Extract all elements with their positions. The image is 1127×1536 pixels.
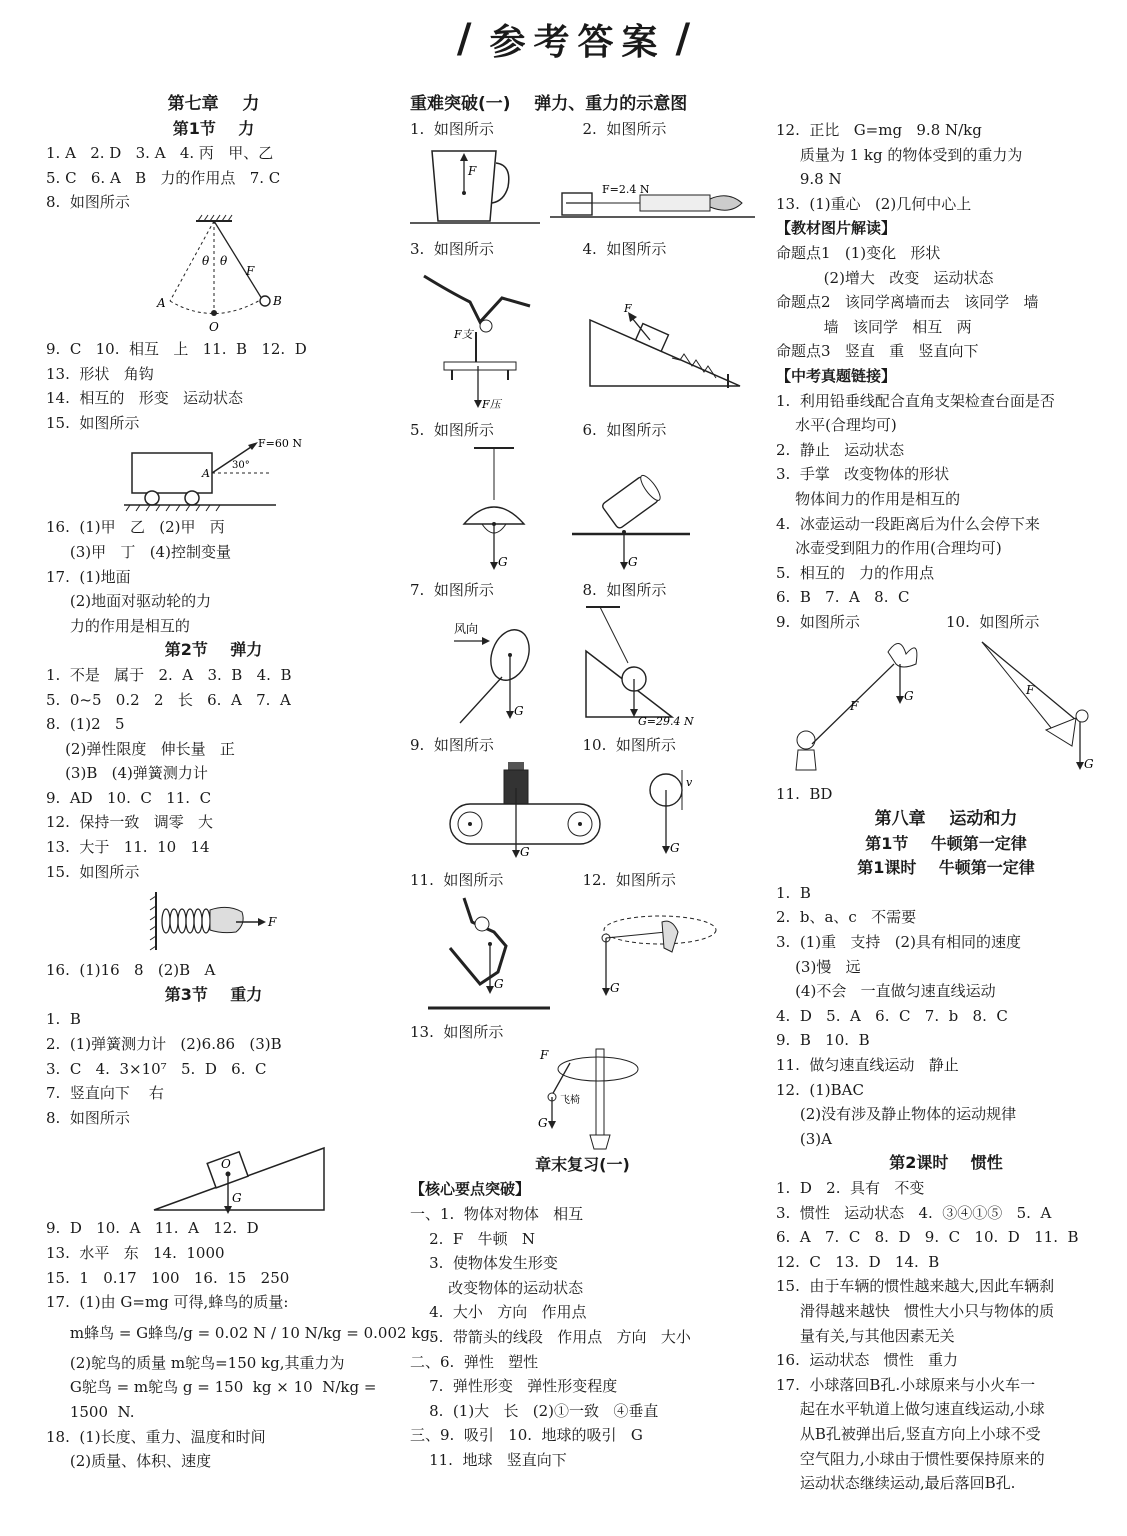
answer-line: 7. 如图所示 (410, 581, 494, 600)
force-label: F (468, 164, 477, 179)
lesson-title: 第1课时 牛顿第一定律 (857, 858, 1035, 878)
answer-line: 4. 冰壶运动一段距离后为什么会停下来 (776, 514, 1040, 533)
force-label: F (246, 263, 255, 278)
answer-line: (3)B (4)弹簧测力计 (46, 764, 208, 783)
figure-row (410, 733, 755, 758)
chapter-title: 第八章 运动和力 (874, 809, 1018, 830)
answer-line: G鸵鸟 = m鸵鸟 g = 150 kg × 10 N/kg = (46, 1378, 377, 1397)
answer-line: 命题点2 该同学离墙而去 该同学 墙 (776, 293, 1039, 312)
answer-line: 13. 大于 11. 10 14 (46, 838, 210, 857)
answer-line: 4. 大小 方向 作用点 (410, 1303, 587, 1322)
answer-line: 9. AD 10. C 11. C (46, 788, 212, 807)
answer-line: 墙 该同学 相互 两 (776, 317, 972, 336)
theta-label: θ (220, 253, 228, 268)
answer-line: 15. 如图所示 (46, 862, 140, 881)
column-1 (46, 92, 435, 1474)
flying-chair-label: 飞椅 (560, 1094, 580, 1106)
force-label: F压 (482, 397, 501, 411)
answer-line: 15. 由于车辆的惯性越来越大,因此车辆刹 (776, 1277, 1055, 1296)
pendulum-figure (46, 215, 381, 337)
answer-line: 1. D 2. 具有 不变 (776, 1178, 925, 1197)
gravity-label: G (520, 844, 530, 859)
section-title: 第2节 弹力 (164, 640, 263, 660)
answer-line: 8. 如图所示 (582, 581, 667, 600)
flying-chair-figure (410, 1045, 755, 1153)
lamp-and-can-figure (410, 442, 755, 578)
answer-line: 三、9. 吸引 10. 地球的吸引 G (410, 1426, 643, 1445)
answer-line: 一、1. 物体对物体 相互 (410, 1204, 584, 1223)
incline-block-figure (46, 1130, 381, 1216)
velocity-label: v (686, 775, 693, 789)
answer-line: 16. 运动状态 惯性 重力 (776, 1351, 959, 1370)
force-label: F (540, 1047, 549, 1062)
answer-line: 11. BD (776, 785, 833, 804)
section-title: 章末复习(一) (535, 1154, 630, 1174)
answer-line: 10. 如图所示 (946, 612, 1040, 631)
answer-line: 6. A 7. C 8. D 9. C 10. D 11. B (776, 1228, 1079, 1247)
answer-line: 运动状态继续运动,最后落回B孔. (776, 1474, 1016, 1493)
force-label: F (624, 301, 632, 315)
answer-line: 滑得越来越快 惯性大小只与物体的质 (776, 1301, 1055, 1320)
answer-line: 5. 0~5 0.2 2 长 6. A 7. A (46, 690, 291, 709)
point-label: O (221, 1157, 231, 1172)
answer-line: 量有关,与其他因素无关 (776, 1326, 955, 1345)
answer-line: 2. (1)弹簧测力计 (2)6.86 (3)B (46, 1035, 282, 1054)
figure-row (410, 418, 755, 443)
answer-line: 17. (1)由 G=mg 可得,蜂鸟的质量: (46, 1293, 289, 1312)
theta-label: θ (202, 253, 210, 268)
answer-line: (2)增大 改变 运动状态 (776, 268, 994, 287)
answer-line: 5. 带箭头的线段 作用点 方向 大小 (410, 1327, 691, 1346)
gravity-label: G (538, 1115, 548, 1130)
answer-line: 1. B (46, 1010, 81, 1029)
answer-line: 6. 如图所示 (582, 420, 667, 439)
answer-line: 11. 如图所示 (410, 870, 504, 889)
answer-line: 2. b、a、c 不需要 (776, 908, 917, 927)
answer-line: 8. (1)2 5 (46, 715, 125, 734)
answer-line: 起在水平轨道上做匀速直线运动,小球 (776, 1400, 1045, 1419)
answer-line: 13. (1)重心 (2)几何中心上 (776, 194, 972, 213)
answer-line: 7. 弹性形变 弹性形变程度 (410, 1377, 618, 1396)
force-label: F (268, 915, 277, 930)
force-label: F (850, 699, 859, 714)
answer-line: 13. 如图所示 (410, 1023, 504, 1042)
gravity-label: G (232, 1191, 242, 1206)
answer-line: 3. 如图所示 (410, 240, 494, 259)
answer-line: 3. C 4. 3×10⁷ 5. D 6. C (46, 1059, 267, 1078)
answer-line: 13. 形状 角钩 (46, 364, 154, 383)
answer-line: 3. 惯性 运动状态 4. ③④①⑤ 5. A (776, 1203, 1052, 1222)
conveyor-and-ball-figure (410, 758, 755, 868)
answer-line: 质量为 1 kg 的物体受到的重力为 (776, 145, 1023, 164)
answer-line: 12. 正比 G=mg 9.8 N/kg (776, 121, 982, 139)
answer-line: 1. 不是 属于 2. A 3. B 4. B (46, 665, 292, 684)
chapter-title: 第七章 力 (167, 94, 260, 114)
figure-row (410, 237, 755, 262)
answer-line: 9. 如图所示 (410, 735, 494, 754)
answer-line: 9. C 10. 相互 上 11. B 12. D (46, 339, 307, 358)
column-2 (410, 92, 755, 1472)
section-title: 第3节 重力 (164, 984, 263, 1004)
answer-line: 5. C 6. A B 力的作用点 7. C (46, 168, 281, 187)
wind-label: 风向 (454, 621, 479, 636)
subsection-label: 【教材图片解读】 (776, 219, 897, 238)
answer-line: 16. (1)甲 乙 (2)甲 丙 (46, 518, 225, 537)
answer-line: 11. 做匀速直线运动 静止 (776, 1056, 959, 1074)
figure-row (776, 610, 1116, 635)
answer-line: (4)不会 一直做匀速直线运动 (776, 982, 996, 1001)
answer-line: 3. 使物体发生形变 (410, 1254, 558, 1273)
answer-line: m蜂鸟 = G蜂鸟/g = 0.02 N / 10 N/kg = 0.002 kg. (46, 1323, 435, 1342)
force-label: F支 (454, 327, 473, 341)
answer-line: 9. D 10. A 11. A 12. D (46, 1219, 259, 1238)
cup-and-spring-scale-figure (410, 141, 755, 237)
gravity-label: G (514, 703, 524, 718)
page-banner (455, 14, 700, 64)
kite-figures (776, 634, 1116, 782)
section-title: 第1节 力 (172, 118, 255, 138)
gravity-label: G (498, 555, 508, 570)
subsection-label: 【中考真题链接】 (776, 366, 897, 385)
answer-line: 18. (1)长度、重力、温度和时间 (46, 1427, 266, 1446)
answer-line: 7. 竖直向下 右 (46, 1084, 164, 1103)
answer-line: 12. 如图所示 (582, 870, 676, 889)
answer-line: 4. D 5. A 6. C 7. b 8. C (776, 1006, 1008, 1025)
figure-row (410, 578, 755, 603)
answer-line: (2)没有涉及静止物体的运动规律 (776, 1105, 1017, 1124)
answer-line: 8. 如图所示 (46, 1108, 130, 1127)
figure-row (410, 117, 755, 142)
answer-line: 13. 水平 东 14. 1000 (46, 1244, 225, 1262)
answer-line: (2)鸵鸟的质量 m鸵鸟=150 kg,其重力为 (46, 1353, 345, 1372)
answer-line: 17. (1)地面 (46, 567, 131, 586)
answer-line: 2. 如图所示 (582, 119, 667, 138)
point-label: A (157, 295, 166, 310)
answer-line: 15. 1 0.17 100 16. 15 250 (46, 1268, 290, 1287)
force-value-label: F=2.4 N (602, 183, 650, 197)
gravity-label: G (670, 840, 680, 855)
answer-line: 11. 地球 竖直向下 (410, 1450, 567, 1469)
figure-row (410, 868, 755, 893)
answer-line: (3)甲 丁 (4)控制变量 (46, 542, 231, 561)
answer-line: 5. 如图所示 (410, 420, 494, 439)
answer-line: 命题点1 (1)变化 形状 (776, 243, 941, 262)
answer-line: 9.8 N (776, 170, 842, 189)
point-label: A (202, 467, 210, 481)
answer-line: 1. A 2. D 3. A 4. 丙 甲、乙 (46, 144, 274, 163)
answer-line: 2. F 牛顿 N (410, 1229, 536, 1248)
answer-line: 命题点3 竖直 重 竖直向下 (776, 342, 979, 361)
answer-line: 4. 如图所示 (582, 240, 667, 259)
answer-line: (2)弹性限度 伸长量 正 (46, 739, 235, 758)
answer-line: 1500 N. (46, 1402, 135, 1421)
answer-line: 二、6. 弹性 塑性 (410, 1352, 539, 1371)
column-3 (776, 118, 1116, 1496)
balloon-and-ball-incline-figure (410, 603, 755, 733)
gravity-value-label: G=29.4 N (638, 714, 694, 728)
section-title: 第1节 牛顿第一定律 (865, 833, 1027, 853)
jumper-and-swing-ball-figure (410, 892, 755, 1020)
answer-line: 10. 如图所示 (582, 735, 676, 754)
point-label: B (273, 293, 282, 308)
answer-line: 物体间力的作用是相互的 (776, 489, 961, 508)
gravity-label: G (610, 981, 620, 996)
gravity-label: G (494, 977, 504, 992)
answer-line: 3. 手掌 改变物体的形状 (776, 465, 950, 484)
section-title: 重难突破(一) 弹力、重力的示意图 (410, 94, 688, 114)
banner-slash-right: / (675, 16, 699, 62)
answer-line: 1. 如图所示 (410, 119, 494, 138)
answer-line: 从B孔被弹出后,竖直方向上小球不受 (776, 1424, 1041, 1443)
answer-line: 1. B (776, 883, 811, 902)
answer-line: 8. (1)大 长 (2)①一致 ④垂直 (410, 1401, 659, 1420)
subsection-label: 【核心要点突破】 (410, 1180, 531, 1199)
answer-line: 15. 如图所示 (46, 413, 140, 432)
answer-line: 6. B 7. A 8. C (776, 588, 910, 607)
answer-line: 9. 如图所示 (776, 612, 860, 631)
answer-line: 16. (1)16 8 (2)B A (46, 961, 216, 980)
point-label: O (209, 319, 219, 334)
answer-line: 2. 静止 运动状态 (776, 440, 905, 459)
answer-line: 17. 小球落回B孔.小球原来与小火车一 (776, 1375, 1036, 1394)
spring-hand-figure (46, 884, 381, 958)
gravity-label: G (628, 555, 638, 570)
banner-title: 参考答案 (489, 21, 666, 63)
answer-line: 5. 相互的 力的作用点 (776, 563, 935, 582)
force-label: F (1026, 683, 1035, 698)
answer-line: 水平(合理均可) (776, 416, 897, 435)
answer-line: 12. 保持一致 调零 大 (46, 813, 214, 832)
answer-line: (2)质量、体积、速度 (46, 1452, 212, 1471)
answer-line: 14. 相互的 形变 运动状态 (46, 389, 244, 408)
answer-line: 12. (1)BAC (776, 1080, 864, 1099)
angle-label: 30° (232, 460, 250, 472)
gravity-label: G (904, 689, 914, 704)
gravity-label: G (1084, 757, 1094, 772)
answer-line: 1. 利用铅垂线配合直角支架检查台面是否 (776, 391, 1055, 410)
answer-line: 空气阻力,小球由于惯性要保持原来的 (776, 1449, 1045, 1468)
force-value-label: F=60 N (258, 437, 302, 451)
answer-line: 力的作用是相互的 (46, 616, 190, 635)
answer-line: 9. B 10. B (776, 1031, 870, 1050)
gymnast-and-incline-figure (410, 262, 755, 418)
answer-line: (2)地面对驱动轮的力 (46, 592, 212, 611)
lesson-title: 第2课时 惯性 (889, 1153, 1003, 1173)
cart-force-figure (46, 435, 381, 515)
answer-line: 8. 如图所示 (46, 193, 130, 212)
answer-line: 冰壶受到阻力的作用(合理均可) (776, 539, 1002, 558)
answer-line: (3)慢 远 (776, 957, 861, 976)
banner-slash-left: / (456, 16, 480, 62)
answer-line: (3)A (776, 1129, 832, 1148)
answer-line: 改变物体的运动状态 (410, 1278, 584, 1297)
answer-line: 3. (1)重 支持 (2)具有相同的速度 (776, 933, 1021, 952)
answer-line: 12. C 13. D 14. B (776, 1252, 940, 1271)
